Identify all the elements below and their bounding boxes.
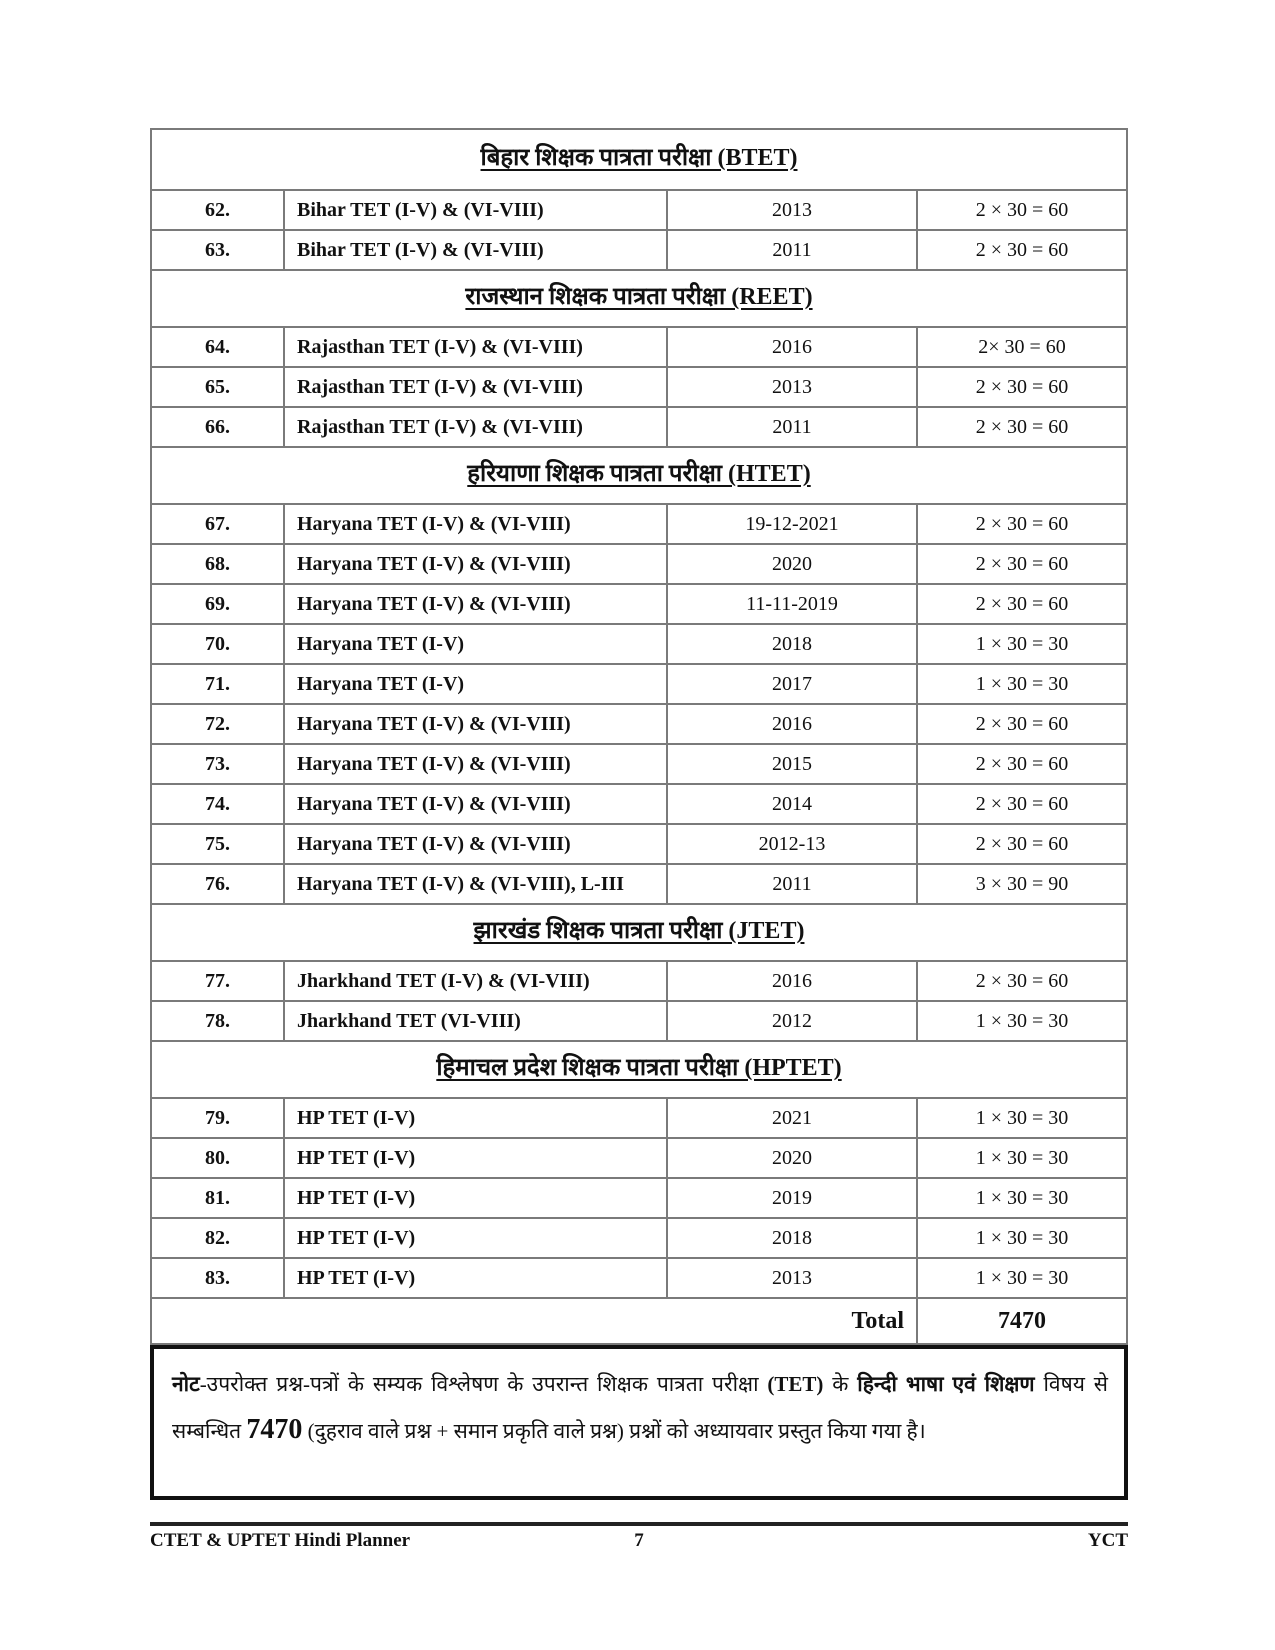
exam-year: 2014 [668, 785, 918, 823]
table-row [152, 408, 1126, 448]
question-count: 2 × 30 = 60 [975, 198, 1069, 221]
question-count: 2× 30 = 60 [978, 335, 1066, 358]
exam-name: HP TET (I-V) [285, 1259, 668, 1297]
table-row [152, 585, 1126, 625]
page-footer [150, 1530, 1128, 1556]
total-label: Total [152, 1299, 918, 1343]
row-number: 82. [152, 1219, 285, 1257]
question-count: 1 × 30 = 30 [975, 1009, 1069, 1032]
table-row [152, 825, 1126, 865]
exam-name: Bihar TET (I-V) & (VI-VIII) [285, 231, 668, 269]
exam-year: 2016 [668, 705, 918, 743]
exam-year: 2011 [668, 408, 918, 446]
exam-year: 2011 [668, 865, 918, 903]
exam-name: Haryana TET (I-V) & (VI-VIII) [285, 785, 668, 823]
exam-name: Rajasthan TET (I-V) & (VI-VIII) [285, 328, 668, 366]
question-count: 3 × 30 = 90 [975, 872, 1069, 895]
question-count: 1 × 30 = 30 [975, 632, 1069, 655]
exam-year: 11-11-2019 [668, 585, 918, 623]
table-row [152, 962, 1126, 1002]
footer-rule [150, 1522, 1128, 1526]
table-row [152, 328, 1126, 368]
table-row [152, 1002, 1126, 1042]
row-number: 66. [152, 408, 285, 446]
row-number: 73. [152, 745, 285, 783]
exam-year: 2019 [668, 1179, 918, 1217]
table-row [152, 625, 1126, 665]
exam-name: Haryana TET (I-V) & (VI-VIII) [285, 745, 668, 783]
table-row [152, 505, 1126, 545]
exam-name: HP TET (I-V) [285, 1099, 668, 1137]
exam-name: Bihar TET (I-V) & (VI-VIII) [285, 191, 668, 229]
table-row [152, 1219, 1126, 1259]
exam-name: Jharkhand TET (I-V) & (VI-VIII) [285, 962, 668, 1000]
row-number: 71. [152, 665, 285, 703]
exam-name: Haryana TET (I-V) & (VI-VIII) [285, 705, 668, 743]
exam-year: 2016 [668, 328, 918, 366]
table-row [152, 865, 1126, 905]
row-number: 81. [152, 1179, 285, 1217]
question-count: 2 × 30 = 60 [975, 375, 1069, 398]
section-heading-text: हिमाचल प्रदेश शिक्षक पात्रता परीक्षा (HPTET) [436, 1055, 842, 1081]
exam-name: Jharkhand TET (VI-VIII) [285, 1002, 668, 1040]
question-count: 1 × 30 = 30 [975, 672, 1069, 695]
question-count: 1 × 30 = 30 [975, 1106, 1069, 1129]
note-label: नोट [172, 1372, 200, 1396]
note-text-2: के [823, 1372, 858, 1396]
exam-name: Rajasthan TET (I-V) & (VI-VIII) [285, 408, 668, 446]
row-number: 78. [152, 1002, 285, 1040]
section-heading [152, 905, 1126, 962]
exam-year: 2012-13 [668, 825, 918, 863]
note-text-1: -उपरोक्त प्रश्न-पत्रों के सम्यक विश्लेषण के उपरान्त शिक्षक पात्रता परीक्षा [199, 1372, 768, 1396]
question-count: 1 × 30 = 30 [975, 1266, 1069, 1289]
question-count: 1 × 30 = 30 [975, 1146, 1069, 1169]
row-number: 79. [152, 1099, 285, 1137]
row-number: 69. [152, 585, 285, 623]
row-number: 76. [152, 865, 285, 903]
row-number: 64. [152, 328, 285, 366]
exam-year: 2013 [668, 368, 918, 406]
section-heading-text: राजस्थान शिक्षक पात्रता परीक्षा (REET) [465, 284, 813, 310]
note-tet: (TET) [767, 1372, 824, 1396]
note-box [150, 1345, 1128, 1500]
exam-year: 2013 [668, 191, 918, 229]
exam-year: 2011 [668, 231, 918, 269]
exam-year: 2013 [668, 1259, 918, 1297]
row-number: 75. [152, 825, 285, 863]
exam-name: HP TET (I-V) [285, 1139, 668, 1177]
question-count: 2 × 30 = 60 [975, 752, 1069, 775]
row-number: 80. [152, 1139, 285, 1177]
note-number: 7470 [246, 1414, 303, 1445]
exam-year: 2020 [668, 545, 918, 583]
question-count: 1 × 30 = 30 [975, 1186, 1069, 1209]
exam-name: Haryana TET (I-V) & (VI-VIII) [285, 545, 668, 583]
question-count: 2 × 30 = 60 [975, 552, 1069, 575]
question-count: 2 × 30 = 60 [975, 792, 1069, 815]
row-number: 74. [152, 785, 285, 823]
row-number: 72. [152, 705, 285, 743]
section-heading-text: झारखंड शिक्षक पात्रता परीक्षा (JTET) [473, 918, 805, 944]
exam-name: Haryana TET (I-V) & (VI-VIII) [285, 505, 668, 543]
exam-year: 19-12-2021 [668, 505, 918, 543]
table-row [152, 665, 1126, 705]
section-heading [152, 448, 1126, 505]
total-row [152, 1299, 1126, 1343]
section-heading-text: बिहार शिक्षक पात्रता परीक्षा (BTET) [480, 145, 798, 171]
exam-name: Haryana TET (I-V) & (VI-VIII) [285, 825, 668, 863]
exam-year: 2018 [668, 1219, 918, 1257]
row-number: 62. [152, 191, 285, 229]
exam-year: 2012 [668, 1002, 918, 1040]
footer-book-title: CTET & UPTET Hindi Planner [150, 1530, 411, 1551]
table-row [152, 368, 1126, 408]
table-row [152, 1179, 1126, 1219]
note-subject: हिन्दी भाषा एवं शिक्षण [857, 1372, 1035, 1396]
exam-name: HP TET (I-V) [285, 1219, 668, 1257]
question-count: 2 × 30 = 60 [975, 592, 1069, 615]
table-row [152, 1139, 1126, 1179]
row-number: 83. [152, 1259, 285, 1297]
question-count: 2 × 30 = 60 [975, 415, 1069, 438]
footer-page-number: 7 [634, 1530, 644, 1551]
question-count: 1 × 30 = 30 [975, 1226, 1069, 1249]
exam-name: HP TET (I-V) [285, 1179, 668, 1217]
exam-year: 2017 [668, 665, 918, 703]
row-number: 65. [152, 368, 285, 406]
exam-name: Haryana TET (I-V) [285, 665, 668, 703]
exam-name: Haryana TET (I-V) [285, 625, 668, 663]
question-count: 2 × 30 = 60 [975, 969, 1069, 992]
exam-name: Rajasthan TET (I-V) & (VI-VIII) [285, 368, 668, 406]
row-number: 68. [152, 545, 285, 583]
exam-table [150, 128, 1128, 1345]
table-row [152, 1259, 1126, 1299]
question-count: 2 × 30 = 60 [975, 238, 1069, 261]
total-value: 7470 [998, 1307, 1046, 1334]
table-row [152, 705, 1126, 745]
section-heading [152, 130, 1126, 191]
section-heading [152, 271, 1126, 328]
footer-publisher: YCT [1087, 1530, 1128, 1551]
exam-year: 2015 [668, 745, 918, 783]
row-number: 63. [152, 231, 285, 269]
table-row [152, 191, 1126, 231]
exam-name: Haryana TET (I-V) & (VI-VIII) [285, 585, 668, 623]
row-number: 70. [152, 625, 285, 663]
question-count: 2 × 30 = 60 [975, 832, 1069, 855]
table-row [152, 231, 1126, 271]
table-row [152, 1099, 1126, 1139]
note-text-3: विषय से सम्बन्धित [172, 1372, 1108, 1443]
section-heading [152, 1042, 1126, 1099]
row-number: 77. [152, 962, 285, 1000]
question-count: 2 × 30 = 60 [975, 512, 1069, 535]
exam-year: 2016 [668, 962, 918, 1000]
exam-year: 2020 [668, 1139, 918, 1177]
exam-year: 2021 [668, 1099, 918, 1137]
section-heading-text: हरियाणा शिक्षक पात्रता परीक्षा (HTET) [467, 461, 811, 487]
question-count: 2 × 30 = 60 [975, 712, 1069, 735]
table-row [152, 785, 1126, 825]
exam-name: Haryana TET (I-V) & (VI-VIII), L-III [285, 865, 668, 903]
table-row [152, 545, 1126, 585]
exam-year: 2018 [668, 625, 918, 663]
note-text-4: (दुहराव वाले प्रश्न + समान प्रकृति वाले प्रश्न) प्रश्नों को अध्यायवार प्रस्तुत किया गया है। [302, 1419, 926, 1443]
table-row [152, 745, 1126, 785]
row-number: 67. [152, 505, 285, 543]
